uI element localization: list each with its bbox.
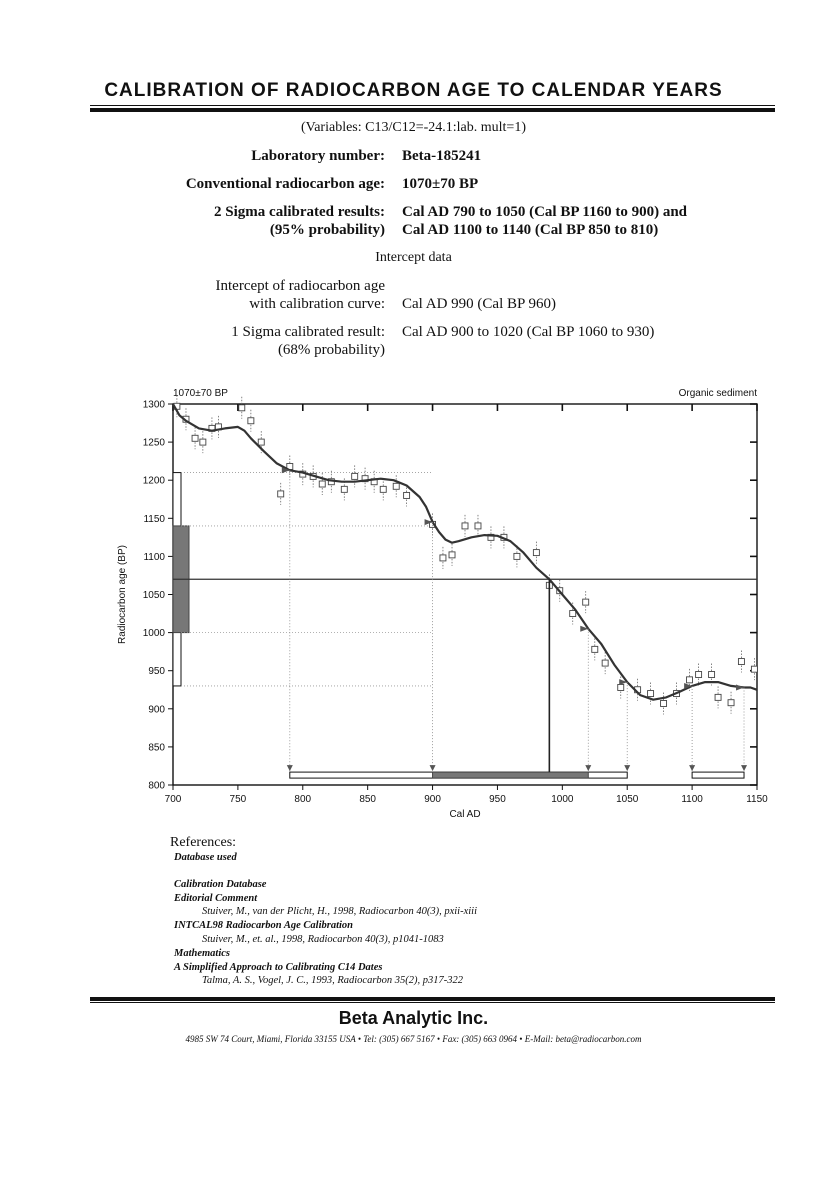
x-tick-label: 1000	[551, 794, 574, 805]
measurement-point	[709, 672, 715, 678]
range-marker-icon	[287, 765, 293, 771]
conventional-age-label: Conventional radiocarbon age:	[185, 176, 385, 192]
measurement-point	[248, 418, 254, 424]
reference-entry: Stuiver, M., van der Plicht, H., 1998, Radiocarbon 40(3), pxii-xiii	[202, 906, 477, 918]
range-marker-icon	[430, 765, 436, 771]
x-tick-label: 800	[294, 794, 312, 805]
measurement-point	[393, 483, 399, 489]
x-tick-label: 950	[489, 794, 506, 805]
conventional-age-value: 1070±70 BP	[402, 176, 479, 192]
measurement-point	[258, 439, 264, 445]
y-tick-label: 1300	[142, 399, 165, 411]
y-tick-label: 1050	[142, 590, 165, 601]
range-marker-icon	[741, 765, 747, 771]
company-address: 4985 SW 74 Court, Miami, Florida 33155 USA • Tel: (305) 667 5167 • Fax: (305) 663 0964 • E-Mail: beta@radiocarbon.com	[185, 1034, 642, 1044]
references-list	[170, 878, 770, 988]
measurement-point	[602, 660, 608, 666]
x-tick-label: 850	[359, 794, 377, 805]
reference-entry: Mathematics	[174, 947, 231, 959]
y-tick-label: 950	[148, 666, 165, 678]
x-tick-label: 750	[229, 794, 247, 805]
measurement-point	[341, 486, 347, 492]
measurement-point	[352, 473, 358, 479]
reference-entry: Calibration Database	[174, 878, 267, 890]
intercept-label-2: with calibration curve:	[249, 296, 385, 312]
measurement-point	[192, 435, 198, 441]
references-title: References:	[170, 835, 237, 850]
references-spacer	[170, 865, 770, 878]
x-tick-label: 900	[424, 794, 441, 805]
measurement-point	[533, 550, 539, 556]
two-sigma-range-bar	[692, 772, 744, 778]
measurement-point	[475, 523, 481, 529]
footer-rule-thick	[90, 997, 775, 1001]
reference-entry: Stuiver, M., et. al., 1998, Radiocarbon 40(3), p1041-1083	[202, 933, 444, 945]
measurement-point	[728, 700, 734, 706]
measurement-point	[449, 552, 455, 558]
reference-entry: Editorial Comment	[174, 892, 258, 904]
measurement-point	[440, 555, 446, 561]
sample-age-label: 1070±70 BP	[173, 388, 228, 399]
measurement-point	[661, 700, 667, 706]
measurement-point	[583, 599, 589, 605]
references-section	[170, 835, 770, 988]
x-tick-label: 1050	[616, 794, 639, 805]
title-rule-thick	[90, 108, 775, 112]
reference-entry: INTCAL98 Radiocarbon Age Calibration	[174, 920, 354, 932]
database-used-label: Database used	[174, 852, 237, 863]
x-tick-label: 1100	[681, 794, 703, 805]
one-sigma-range-bar	[433, 772, 589, 778]
x-tick-label: 700	[164, 794, 182, 805]
title-rule-thin	[90, 105, 775, 106]
y-tick-label: 1100	[143, 551, 165, 563]
measurement-point	[696, 672, 702, 678]
intercept-value: Cal AD 990 (Cal BP 960)	[402, 296, 557, 312]
measurement-point	[380, 486, 386, 492]
x-axis-label: Cal AD	[449, 809, 481, 820]
two-sigma-label-1: 2 Sigma calibrated results:	[214, 204, 385, 220]
range-marker-icon	[585, 765, 591, 771]
calibration-chart	[105, 382, 768, 822]
range-marker-icon	[689, 765, 695, 771]
one-sigma-value: Cal AD 900 to 1020 (Cal BP 1060 to 930)	[402, 324, 655, 340]
report-title: CALIBRATION OF RADIOCARBON AGE TO CALENDAR YEARS	[104, 80, 723, 101]
measurement-point	[570, 611, 576, 617]
intercept-label-1: Intercept of radiocarbon age	[215, 278, 385, 294]
x-tick-label: 1150	[746, 794, 768, 805]
range-marker-icon	[624, 765, 630, 771]
reference-entry: Talma, A. S., Vogel, J. C., 1993, Radiocarbon 35(2), p317-322	[202, 975, 464, 987]
measurement-point	[514, 553, 520, 559]
variables-line: (Variables: C13/C12=-24.1:lab. mult=1)	[301, 120, 526, 135]
two-sigma-value-1: Cal AD 790 to 1050 (Cal BP 1160 to 900) and	[402, 204, 688, 220]
two-sigma-value-2: Cal AD 1100 to 1140 (Cal BP 850 to 810)	[402, 222, 659, 238]
y-tick-label: 1150	[143, 513, 165, 525]
y-tick-label: 1200	[142, 475, 165, 487]
footer-rule-thin	[90, 1002, 775, 1003]
curve-crossing-marker-icon	[736, 684, 744, 690]
measurement-point	[687, 677, 693, 683]
company-name: Beta Analytic Inc.	[338, 1008, 489, 1028]
measurement-point	[751, 666, 757, 672]
calibration-chart-svg	[105, 382, 768, 822]
y-tick-label: 850	[148, 742, 165, 754]
measurement-point	[200, 439, 206, 445]
two-sigma-label-2: (95% probability)	[269, 222, 385, 238]
one-sigma-label-1: 1 Sigma calibrated result:	[231, 324, 385, 340]
measurement-point	[618, 684, 624, 690]
intercept-heading: Intercept data	[375, 250, 452, 265]
measurement-point	[648, 691, 654, 697]
measurement-point	[319, 481, 325, 487]
measurement-point	[592, 646, 598, 652]
measurement-point	[462, 523, 468, 529]
lab-number-label: Laboratory number:	[251, 148, 385, 164]
measurement-point	[404, 492, 410, 498]
lab-number-value: Beta-185241	[402, 148, 482, 164]
y-axis-label: Radiocarbon age (BP)	[117, 545, 128, 644]
measurement-point	[239, 405, 245, 411]
one-sigma-label-2: (68% probability)	[277, 342, 385, 358]
measurement-point	[278, 491, 284, 497]
y-tick-label: 1250	[142, 437, 165, 449]
plot-frame	[173, 404, 757, 785]
measurement-point	[738, 659, 744, 665]
calibration-curve	[173, 404, 757, 700]
y-tick-label: 800	[148, 780, 165, 792]
y-tick-label: 900	[148, 704, 165, 716]
measurement-point	[715, 694, 721, 700]
reference-entry: A Simplified Approach to Calibrating C14 Dates	[174, 961, 383, 973]
sample-type-label: Organic sediment	[678, 388, 757, 399]
y-tick-label: 1000	[142, 628, 165, 640]
